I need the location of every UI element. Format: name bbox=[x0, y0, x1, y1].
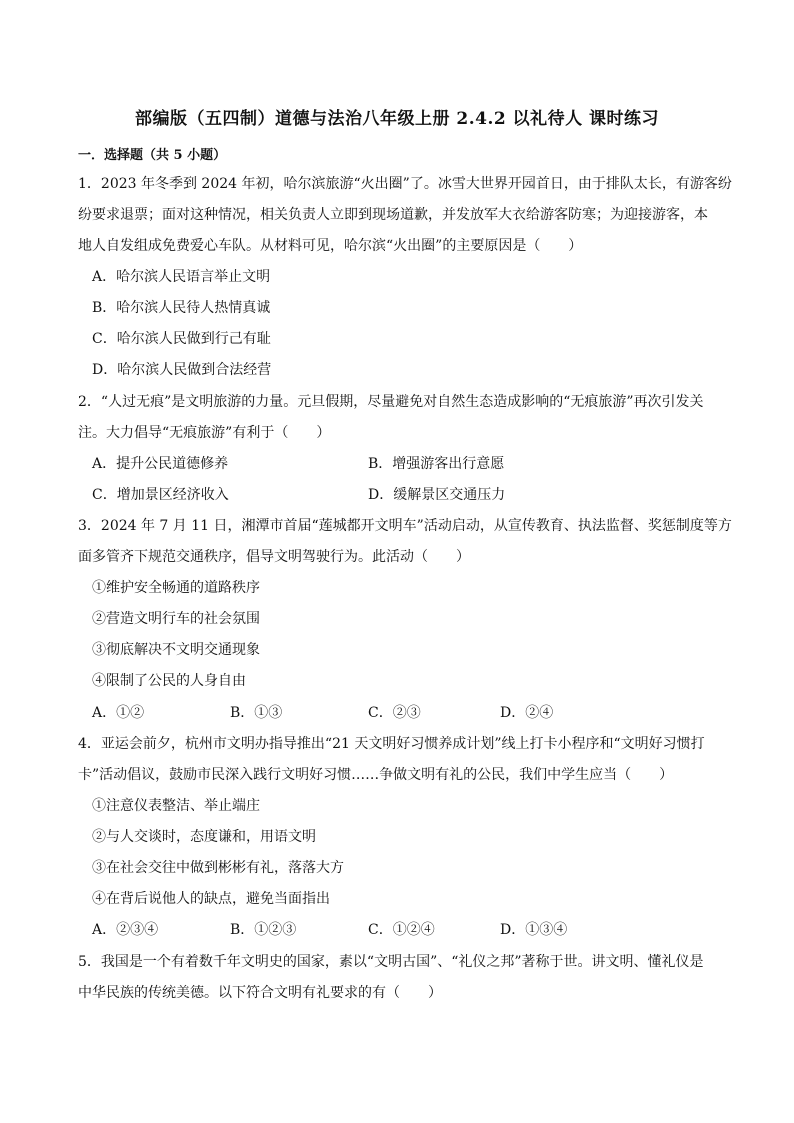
question-2-option-b: B．增强游客出行意愿 bbox=[368, 456, 505, 472]
question-1-option-b: B．哈尔滨人民待人热情真诚 bbox=[92, 300, 271, 316]
question-2-option-a: A．提升公民道德修养 bbox=[92, 456, 229, 472]
question-2-option-d: D．缓解景区交通压力 bbox=[368, 487, 506, 503]
question-3-statement-4: ④限制了公民的人身自由 bbox=[92, 673, 246, 689]
question-1-line-3: 地人自发组成免费爱心车队。从材料可见，哈尔滨“火出圈”的主要原因是（ ） bbox=[78, 238, 583, 254]
question-3-option-a: A．①② bbox=[92, 705, 145, 721]
question-5-line-1: 5．我国是一个有着数千年文明史的国家，素以“文明古国”、“礼仪之邦”著称于世。讲文明、懂礼仪是 bbox=[78, 954, 704, 970]
question-4-statement-2: ②与人交谈时，态度谦和，用语文明 bbox=[92, 829, 316, 845]
question-1-line-1: 1．2023 年冬季到 2024 年初，哈尔滨旅游“火出圈”了。冰雪大世界开园首日，由于排队太长，有游客纷 bbox=[78, 176, 732, 192]
question-1-line-2: 纷要求退票；面对这种情况，相关负责人立即到现场道歉，并发放军大衣给游客防寒；为迎接游客，本 bbox=[78, 207, 708, 223]
question-4-option-c: C．①②④ bbox=[368, 922, 435, 938]
question-3-option-b: B．①③ bbox=[230, 705, 283, 721]
question-4-statement-3: ③在社会交往中做到彬彬有礼，落落大方 bbox=[92, 860, 344, 876]
question-3-option-c: C．②③ bbox=[368, 705, 421, 721]
question-5-line-2: 中华民族的传统美德。以下符合文明有礼要求的有（ ） bbox=[78, 985, 442, 1001]
question-3-statement-1: ①维护安全畅通的道路秩序 bbox=[92, 580, 260, 596]
document-title: 部编版（五四制）道德与法治八年级上册 2.4.2 以礼待人 课时练习 bbox=[134, 109, 660, 129]
question-2-line-1: 2．“人过无痕”是文明旅游的力量。元旦假期，尽量避免对自然生态造成影响的“无痕旅游”再次引发关 bbox=[78, 394, 704, 410]
question-4-option-a: A．②③④ bbox=[92, 922, 159, 938]
question-1-option-c: C．哈尔滨人民做到行己有耻 bbox=[92, 331, 271, 347]
question-2-line-2: 注。大力倡导“无痕旅游”有利于（ ） bbox=[78, 425, 331, 441]
question-4-option-d: D．①③④ bbox=[500, 922, 568, 938]
question-3-option-d: D．②④ bbox=[500, 705, 554, 721]
question-1-option-d: D．哈尔滨人民做到合法经营 bbox=[92, 362, 272, 378]
question-1-option-a: A．哈尔滨人民语言举止文明 bbox=[92, 269, 271, 285]
question-2-option-c: C．增加景区经济收入 bbox=[92, 487, 229, 503]
question-4-statement-4: ④在背后说他人的缺点，避免当面指出 bbox=[92, 891, 330, 907]
question-3-line-2: 面多管齐下规范交通秩序，倡导文明驾驶行为。此活动（ ） bbox=[78, 549, 470, 565]
question-3-statement-2: ②营造文明行车的社会氛围 bbox=[92, 611, 260, 627]
question-4-line-1: 4．亚运会前夕，杭州市文明办指导推出“21 天文明好习惯养成计划”线上打卡小程序和“文明好习惯打 bbox=[78, 736, 705, 752]
question-3-line-1: 3．2024 年 7 月 11 日，湘潭市首届“莲城都开文明车”活动启动，从宣传教育、执法监督、奖惩制度等方 bbox=[78, 518, 732, 534]
question-4-statement-1: ①注意仪表整洁、举止端庄 bbox=[92, 798, 260, 814]
question-4-option-b: B．①②③ bbox=[230, 922, 297, 938]
question-3-statement-3: ③彻底解决不文明交通现象 bbox=[92, 642, 260, 658]
section-heading: 一．选择题（共 5 小题） bbox=[78, 148, 227, 163]
question-4-line-2: 卡”活动倡议，鼓励市民深入践行文明好习惯……争做文明有礼的公民，我们中学生应当（ ） bbox=[78, 767, 674, 783]
